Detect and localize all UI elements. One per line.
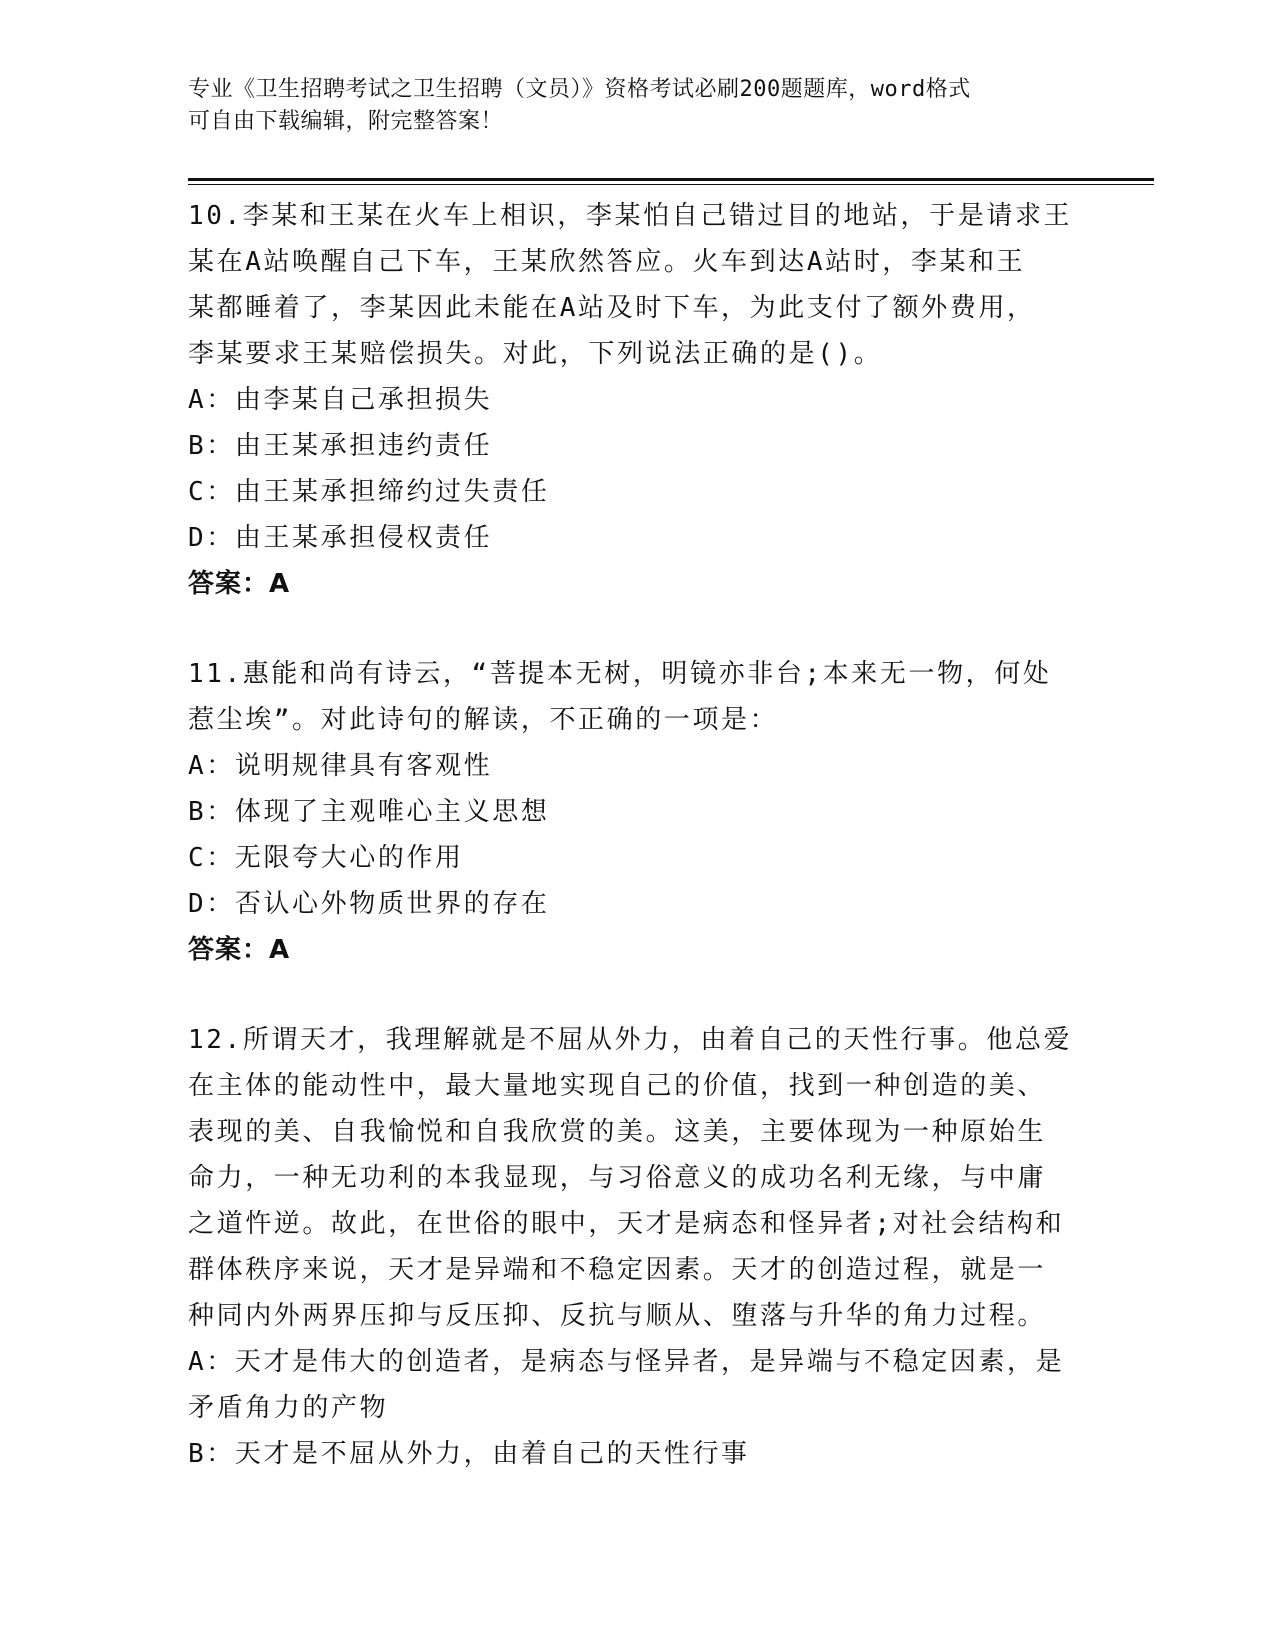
question-stem-line: 种同内外两界压抑与反压抑、反抗与顺从、堕落与升华的角力过程。 (188, 1301, 1047, 1331)
answer-line: 答案：A (188, 569, 291, 599)
spacer (188, 973, 1088, 1017)
option-a: A：由李某自己承担损失 (188, 385, 493, 415)
option-a: A：天才是伟大的创造者，是病态与怪异者，是异端与不稳定因素，是 (188, 1347, 1065, 1377)
document-header (188, 74, 1068, 138)
question-stem-line: 12.所谓天才，我理解就是不屈从外力，由着自己的天性行事。他总爱 (188, 1025, 1073, 1055)
question-stem-line: 10.李某和王某在火车上相识，李某怕自己错过目的地站，于是请求王 (188, 201, 1073, 231)
option-b: B：天才是不屈从外力，由着自己的天性行事 (188, 1439, 750, 1469)
question-list (188, 193, 1088, 1477)
header-rule-thin (188, 184, 1154, 185)
question-stem-line: 李某要求王某赔偿损失。对此，下列说法正确的是()。 (188, 339, 883, 369)
answer-line: 答案：A (188, 935, 291, 965)
option-a-continued: 矛盾角力的产物 (188, 1393, 389, 1423)
header-line: 可自由下载编辑，附完整答案！ (188, 109, 504, 134)
question-12 (188, 1017, 1088, 1477)
option-d: D：由王某承担侵权责任 (188, 523, 493, 553)
option-a: A：说明规律具有客观性 (188, 751, 493, 781)
option-c: C：无限夸大心的作用 (188, 843, 464, 873)
question-stem-line: 某在A站唤醒自己下车，王某欣然答应。火车到达A站时，李某和王 (188, 247, 1026, 277)
option-d: D：否认心外物质世界的存在 (188, 889, 550, 919)
header-rule (188, 178, 1154, 181)
question-stem-line: 11.惠能和尚有诗云，“菩提本无树，明镜亦非台;本来无一物，何处 (188, 659, 1052, 689)
question-stem-line: 之道忤逆。故此，在世俗的眼中，天才是病态和怪异者;对社会结构和 (188, 1209, 1065, 1239)
header-line: 专业《卫生招聘考试之卫生招聘（文员）》资格考试必刷200题题库，word格式 (188, 77, 971, 102)
question-11 (188, 651, 1088, 973)
option-b: B：由王某承担违约责任 (188, 431, 493, 461)
option-b: B：体现了主观唯心主义思想 (188, 797, 550, 827)
question-stem-line: 在主体的能动性中，最大量地实现自己的价值，找到一种创造的美、 (188, 1071, 1047, 1101)
question-stem-line: 群体秩序来说，天才是异端和不稳定因素。天才的创造过程，就是一 (188, 1255, 1047, 1285)
spacer (188, 607, 1088, 651)
question-stem-line: 表现的美、自我愉悦和自我欣赏的美。这美，主要体现为一种原始生 (188, 1117, 1047, 1147)
question-stem-line: 某都睡着了，李某因此未能在A站及时下车，为此支付了额外费用， (188, 293, 1036, 323)
question-10 (188, 193, 1088, 607)
question-stem-line: 命力，一种无功利的本我显现，与习俗意义的成功名利无缘，与中庸 (188, 1163, 1047, 1193)
option-c: C：由王某承担缔约过失责任 (188, 477, 550, 507)
question-stem-line: 惹尘埃”。对此诗句的解读，不正确的一项是： (188, 705, 779, 735)
